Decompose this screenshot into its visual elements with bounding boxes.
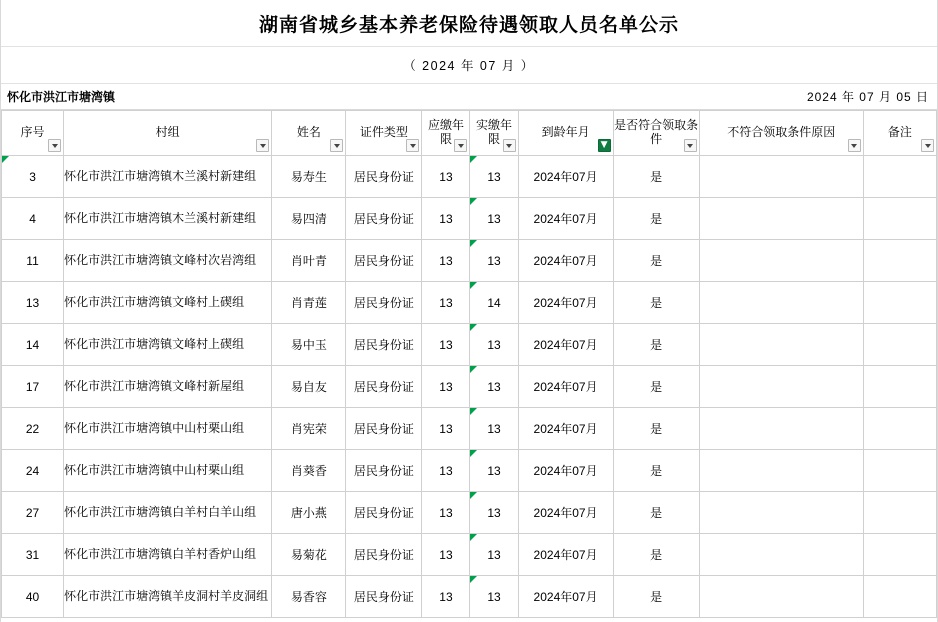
cell-age-month-text: 2024年07月	[533, 422, 598, 436]
cell-seq-text: 22	[25, 421, 40, 436]
cell-age-month[interactable]	[518, 156, 613, 198]
cell-seq-text: 40	[25, 589, 40, 604]
cell-eligible[interactable]	[613, 450, 699, 492]
cell-age-month-text: 2024年07月	[533, 506, 598, 520]
cell-id-type-text: 居民身份证	[353, 380, 414, 394]
column-header-reason-label: 不符合领取条件原因	[727, 125, 836, 140]
cell-remark[interactable]	[863, 534, 936, 576]
cell-due-years[interactable]	[422, 366, 470, 408]
cell-eligible-text: 是	[650, 506, 663, 520]
cell-eligible-text: 是	[650, 338, 663, 352]
cell-paid-years[interactable]	[470, 198, 518, 240]
filter-active-age-month[interactable]	[598, 139, 611, 152]
filter-dropdown-name[interactable]	[330, 139, 343, 152]
column-header-eligible[interactable]	[613, 111, 699, 156]
column-header-age-month[interactable]	[518, 111, 613, 156]
cell-seq[interactable]	[2, 366, 64, 408]
chevron-down-icon	[458, 144, 464, 148]
cell-eligible-text: 是	[650, 380, 663, 394]
cell-remark[interactable]	[863, 450, 936, 492]
table-row[interactable]	[2, 408, 937, 450]
cell-paid-years-text: 14	[487, 295, 501, 310]
table-body	[2, 156, 937, 618]
cell-paid-years-text: 13	[487, 547, 501, 562]
cell-remark[interactable]	[863, 240, 936, 282]
cell-paid-years[interactable]	[470, 492, 518, 534]
column-header-due-years[interactable]	[422, 111, 470, 156]
cell-village[interactable]	[64, 198, 272, 240]
table-row[interactable]	[2, 450, 937, 492]
cell-name-text: 易中玉	[290, 338, 327, 352]
cell-eligible-text: 是	[650, 548, 663, 562]
cell-paid-years-text: 13	[487, 169, 501, 184]
cell-id-type-text: 居民身份证	[353, 464, 414, 478]
cell-name-text: 易自友	[290, 380, 327, 394]
cell-paid-years[interactable]	[470, 324, 518, 366]
cell-remark[interactable]	[863, 282, 936, 324]
cell-due-years[interactable]	[422, 534, 470, 576]
cell-name[interactable]	[272, 156, 346, 198]
column-header-id-type-label: 证件类型	[359, 125, 408, 140]
cell-id-type[interactable]	[346, 450, 422, 492]
cell-age-month[interactable]	[518, 534, 613, 576]
cell-age-month-text: 2024年07月	[533, 380, 598, 394]
cell-village-text: 怀化市洪江市塘湾镇木兰溪村新建组	[64, 168, 257, 183]
cell-due-years[interactable]	[422, 324, 470, 366]
cell-id-type[interactable]	[346, 534, 422, 576]
cell-id-type-text: 居民身份证	[353, 338, 414, 352]
cell-seq-text: 3	[29, 169, 36, 184]
cell-age-month[interactable]	[518, 408, 613, 450]
cell-village[interactable]	[64, 408, 272, 450]
cell-paid-years[interactable]	[470, 156, 518, 198]
cell-eligible[interactable]	[613, 408, 699, 450]
cell-name-text: 易寿生	[290, 170, 327, 184]
column-header-id-type[interactable]	[346, 111, 422, 156]
column-header-village[interactable]	[64, 111, 272, 156]
cell-paid-years[interactable]	[470, 408, 518, 450]
cell-village-text: 怀化市洪江市塘湾镇白羊村白羊山组	[64, 504, 257, 519]
cell-age-month[interactable]	[518, 492, 613, 534]
cell-due-years[interactable]	[422, 156, 470, 198]
cell-seq[interactable]	[2, 156, 64, 198]
cell-seq-text: 14	[25, 337, 40, 352]
cell-reason[interactable]	[699, 198, 863, 240]
comment-marker-icon	[470, 576, 477, 583]
column-header-remark[interactable]	[863, 111, 936, 156]
cell-seq-text: 13	[25, 295, 40, 310]
cell-age-month-text: 2024年07月	[533, 548, 598, 562]
region-label: 怀化市洪江市塘湾镇	[7, 90, 116, 104]
cell-id-type-text: 居民身份证	[353, 296, 414, 310]
cell-name[interactable]	[272, 240, 346, 282]
column-header-eligible-label: 是否符合领取条件	[614, 118, 699, 146]
cell-due-years-text: 13	[439, 547, 453, 562]
cell-age-month-text: 2024年07月	[533, 296, 598, 310]
cell-id-type[interactable]	[346, 240, 422, 282]
column-header-name[interactable]	[272, 111, 346, 156]
cell-age-month-text: 2024年07月	[533, 170, 598, 184]
cell-paid-years-text: 13	[487, 463, 501, 478]
column-header-age-month-label: 到龄年月	[541, 125, 590, 140]
cell-reason[interactable]	[699, 450, 863, 492]
cell-name[interactable]	[272, 324, 346, 366]
cell-id-type-text: 居民身份证	[353, 548, 414, 562]
cell-eligible-text: 是	[650, 170, 663, 184]
table-row[interactable]	[2, 240, 937, 282]
table-header	[2, 111, 937, 156]
cell-eligible-text: 是	[650, 296, 663, 310]
table-row[interactable]	[2, 324, 937, 366]
cell-paid-years-text: 13	[487, 211, 501, 226]
cell-id-type[interactable]	[346, 198, 422, 240]
cell-eligible[interactable]	[613, 534, 699, 576]
cell-due-years[interactable]	[422, 198, 470, 240]
cell-village[interactable]	[64, 534, 272, 576]
chevron-down-icon	[687, 144, 693, 148]
cell-village-text: 怀化市洪江市塘湾镇文峰村上碶组	[64, 336, 245, 351]
cell-name[interactable]	[272, 492, 346, 534]
cell-village[interactable]	[64, 576, 272, 618]
cell-eligible-text: 是	[650, 212, 663, 226]
cell-id-type-text: 居民身份证	[353, 212, 414, 226]
cell-id-type[interactable]	[346, 492, 422, 534]
cell-name[interactable]	[272, 450, 346, 492]
comment-marker-icon	[470, 492, 477, 499]
cell-name[interactable]	[272, 282, 346, 324]
cell-village-text: 怀化市洪江市塘湾镇文峰村新屋组	[64, 378, 245, 393]
cell-paid-years[interactable]	[470, 282, 518, 324]
comment-marker-icon	[470, 240, 477, 247]
cell-eligible-text: 是	[650, 254, 663, 268]
cell-name[interactable]	[272, 408, 346, 450]
column-header-paid-years[interactable]	[470, 111, 518, 156]
cell-due-years[interactable]	[422, 282, 470, 324]
cell-seq[interactable]	[2, 240, 64, 282]
cell-eligible[interactable]	[613, 156, 699, 198]
cell-name-text: 肖宪荣	[290, 422, 327, 436]
cell-name-text: 肖青莲	[290, 296, 327, 310]
cell-seq-text: 27	[25, 505, 40, 520]
cell-village[interactable]	[64, 156, 272, 198]
cell-due-years-text: 13	[439, 295, 453, 310]
comment-marker-icon	[470, 156, 477, 163]
filter-dropdown-reason[interactable]	[848, 139, 861, 152]
cell-village-text: 怀化市洪江市塘湾镇文峰村次岩湾组	[64, 252, 257, 267]
cell-due-years[interactable]	[422, 408, 470, 450]
column-header-seq[interactable]	[2, 111, 64, 156]
funnel-icon: ▼	[600, 140, 608, 150]
cell-eligible[interactable]	[613, 366, 699, 408]
cell-due-years-text: 13	[439, 169, 453, 184]
cell-id-type-text: 居民身份证	[353, 590, 414, 604]
cell-name-text: 易香容	[290, 590, 327, 604]
cell-village[interactable]	[64, 240, 272, 282]
cell-remark[interactable]	[863, 198, 936, 240]
cell-age-month-text: 2024年07月	[533, 464, 598, 478]
cell-eligible-text: 是	[650, 422, 663, 436]
cell-age-month-text: 2024年07月	[533, 254, 598, 268]
cell-remark[interactable]	[863, 156, 936, 198]
cell-seq-text: 11	[26, 253, 39, 268]
cell-reason[interactable]	[699, 156, 863, 198]
cell-village[interactable]	[64, 282, 272, 324]
cell-seq[interactable]	[2, 408, 64, 450]
cell-reason[interactable]	[699, 240, 863, 282]
table-row[interactable]	[2, 156, 937, 198]
cell-id-type-text: 居民身份证	[353, 422, 414, 436]
cell-id-type[interactable]	[346, 408, 422, 450]
cell-seq-text: 17	[25, 379, 40, 394]
cell-village-text: 怀化市洪江市塘湾镇文峰村上碶组	[64, 294, 245, 309]
filter-dropdown-seq[interactable]	[48, 139, 61, 152]
cell-name-text: 易菊花	[290, 548, 327, 562]
cell-seq[interactable]	[2, 324, 64, 366]
cell-age-month[interactable]	[518, 366, 613, 408]
cell-age-month-text: 2024年07月	[533, 338, 598, 352]
cell-eligible[interactable]	[613, 282, 699, 324]
cell-age-month[interactable]	[518, 576, 613, 618]
cell-village-text: 怀化市洪江市塘湾镇木兰溪村新建组	[64, 210, 257, 225]
cell-age-month[interactable]	[518, 324, 613, 366]
cell-seq-text: 31	[25, 547, 40, 562]
chevron-down-icon	[52, 144, 58, 148]
cell-village[interactable]	[64, 450, 272, 492]
cell-name-text: 肖叶青	[290, 254, 327, 268]
cell-name[interactable]	[272, 534, 346, 576]
cell-seq[interactable]	[2, 492, 64, 534]
column-header-reason[interactable]	[699, 111, 863, 156]
cell-name-text: 肖葵香	[290, 464, 327, 478]
cell-age-month[interactable]	[518, 282, 613, 324]
cell-remark[interactable]	[863, 408, 936, 450]
document-period-row	[1, 47, 937, 84]
comment-marker-icon	[470, 408, 477, 415]
cell-name[interactable]	[272, 198, 346, 240]
cell-due-years[interactable]	[422, 240, 470, 282]
publish-date: 2024 年 07 月 05 日	[806, 90, 929, 104]
chevron-down-icon	[410, 144, 416, 148]
cell-reason[interactable]	[699, 366, 863, 408]
table-row[interactable]	[2, 366, 937, 408]
cell-paid-years[interactable]	[470, 534, 518, 576]
cell-remark[interactable]	[863, 366, 936, 408]
cell-seq[interactable]	[2, 576, 64, 618]
table-row[interactable]	[2, 534, 937, 576]
cell-village[interactable]	[64, 324, 272, 366]
cell-remark[interactable]	[863, 492, 936, 534]
cell-paid-years-text: 13	[487, 421, 501, 436]
cell-due-years-text: 13	[439, 379, 453, 394]
cell-age-month[interactable]	[518, 450, 613, 492]
cell-seq[interactable]	[2, 282, 64, 324]
table-row[interactable]	[2, 492, 937, 534]
cell-paid-years[interactable]	[470, 240, 518, 282]
column-header-name-label: 姓名	[296, 125, 321, 140]
cell-paid-years-text: 13	[487, 505, 501, 520]
cell-name-text: 唐小燕	[290, 506, 327, 520]
document-title-row	[1, 0, 937, 47]
table-header-row	[2, 111, 937, 156]
cell-remark[interactable]	[863, 576, 936, 618]
cell-id-type-text: 居民身份证	[353, 506, 414, 520]
comment-marker-icon	[2, 156, 9, 163]
cell-village[interactable]	[64, 492, 272, 534]
cell-village-text: 怀化市洪江市塘湾镇白羊村香炉山组	[64, 546, 257, 561]
column-header-paid-years-label: 实缴年限	[476, 118, 513, 146]
cell-reason[interactable]	[699, 492, 863, 534]
cell-paid-years[interactable]	[470, 366, 518, 408]
cell-reason[interactable]	[699, 408, 863, 450]
page-title: 湖南省城乡基本养老保险待遇领取人员名单公示	[258, 14, 679, 36]
cell-id-type[interactable]	[346, 576, 422, 618]
cell-due-years-text: 13	[439, 337, 453, 352]
cell-id-type-text: 居民身份证	[353, 254, 414, 268]
cell-remark[interactable]	[863, 324, 936, 366]
filter-dropdown-due-years[interactable]	[454, 139, 467, 152]
cell-due-years[interactable]	[422, 450, 470, 492]
cell-village-text: 怀化市洪江市塘湾镇羊皮洞村羊皮洞组	[64, 588, 269, 603]
comment-marker-icon	[470, 534, 477, 541]
cell-eligible[interactable]	[613, 324, 699, 366]
cell-eligible[interactable]	[613, 492, 699, 534]
filter-dropdown-paid-years[interactable]	[503, 139, 516, 152]
cell-paid-years[interactable]	[470, 450, 518, 492]
cell-seq[interactable]	[2, 450, 64, 492]
cell-due-years-text: 13	[439, 505, 453, 520]
cell-due-years-text: 13	[439, 253, 453, 268]
cell-village-text: 怀化市洪江市塘湾镇中山村栗山组	[64, 462, 245, 477]
cell-paid-years-text: 13	[487, 253, 501, 268]
filter-dropdown-eligible[interactable]	[684, 139, 697, 152]
cell-age-month[interactable]	[518, 198, 613, 240]
cell-reason[interactable]	[699, 282, 863, 324]
cell-id-type[interactable]	[346, 366, 422, 408]
cell-paid-years-text: 13	[487, 337, 501, 352]
cell-reason[interactable]	[699, 534, 863, 576]
cell-id-type[interactable]	[346, 282, 422, 324]
cell-id-type[interactable]	[346, 156, 422, 198]
cell-age-month[interactable]	[518, 240, 613, 282]
cell-age-month-text: 2024年07月	[533, 590, 598, 604]
cell-village[interactable]	[64, 366, 272, 408]
table-row[interactable]	[2, 198, 937, 240]
cell-due-years[interactable]	[422, 492, 470, 534]
cell-due-years-text: 13	[439, 211, 453, 226]
cell-paid-years[interactable]	[470, 576, 518, 618]
document-period: （ 2024 年 07 月 ）	[403, 59, 535, 73]
cell-village-text: 怀化市洪江市塘湾镇中山村栗山组	[64, 420, 245, 435]
cell-seq-text: 4	[29, 211, 36, 226]
table-row[interactable]	[2, 576, 937, 618]
cell-reason[interactable]	[699, 576, 863, 618]
cell-name-text: 易四清	[290, 212, 327, 226]
cell-due-years-text: 13	[439, 421, 453, 436]
comment-marker-icon	[470, 282, 477, 289]
chevron-down-icon	[851, 144, 857, 148]
cell-eligible[interactable]	[613, 198, 699, 240]
cell-eligible-text: 是	[650, 464, 663, 478]
cell-eligible-text: 是	[650, 590, 663, 604]
column-header-remark-label: 备注	[887, 125, 912, 140]
cell-name[interactable]	[272, 366, 346, 408]
filter-dropdown-remark[interactable]	[921, 139, 934, 152]
cell-reason[interactable]	[699, 324, 863, 366]
chevron-down-icon	[925, 144, 931, 148]
chevron-down-icon	[506, 144, 512, 148]
column-header-village-label: 村组	[155, 125, 180, 140]
cell-paid-years-text: 13	[487, 589, 501, 604]
table-row[interactable]	[2, 282, 937, 324]
cell-id-type[interactable]	[346, 324, 422, 366]
comment-marker-icon	[470, 450, 477, 457]
chevron-down-icon	[260, 144, 266, 148]
personnel-table	[1, 110, 937, 618]
comment-marker-icon	[470, 198, 477, 205]
chevron-down-icon	[334, 144, 340, 148]
cell-seq-text: 24	[25, 463, 40, 478]
document-meta-row	[1, 84, 937, 110]
cell-due-years[interactable]	[422, 576, 470, 618]
column-header-due-years-label: 应缴年限	[427, 118, 464, 146]
filter-dropdown-id-type[interactable]	[406, 139, 419, 152]
cell-seq[interactable]	[2, 534, 64, 576]
cell-id-type-text: 居民身份证	[353, 170, 414, 184]
cell-due-years-text: 13	[439, 463, 453, 478]
cell-age-month-text: 2024年07月	[533, 212, 598, 226]
cell-paid-years-text: 13	[487, 379, 501, 394]
cell-eligible[interactable]	[613, 576, 699, 618]
cell-name[interactable]	[272, 576, 346, 618]
cell-due-years-text: 13	[439, 589, 453, 604]
column-header-seq-label: 序号	[20, 125, 45, 140]
filter-dropdown-village[interactable]	[256, 139, 269, 152]
cell-seq[interactable]	[2, 198, 64, 240]
cell-eligible[interactable]	[613, 240, 699, 282]
comment-marker-icon	[470, 324, 477, 331]
comment-marker-icon	[470, 366, 477, 373]
